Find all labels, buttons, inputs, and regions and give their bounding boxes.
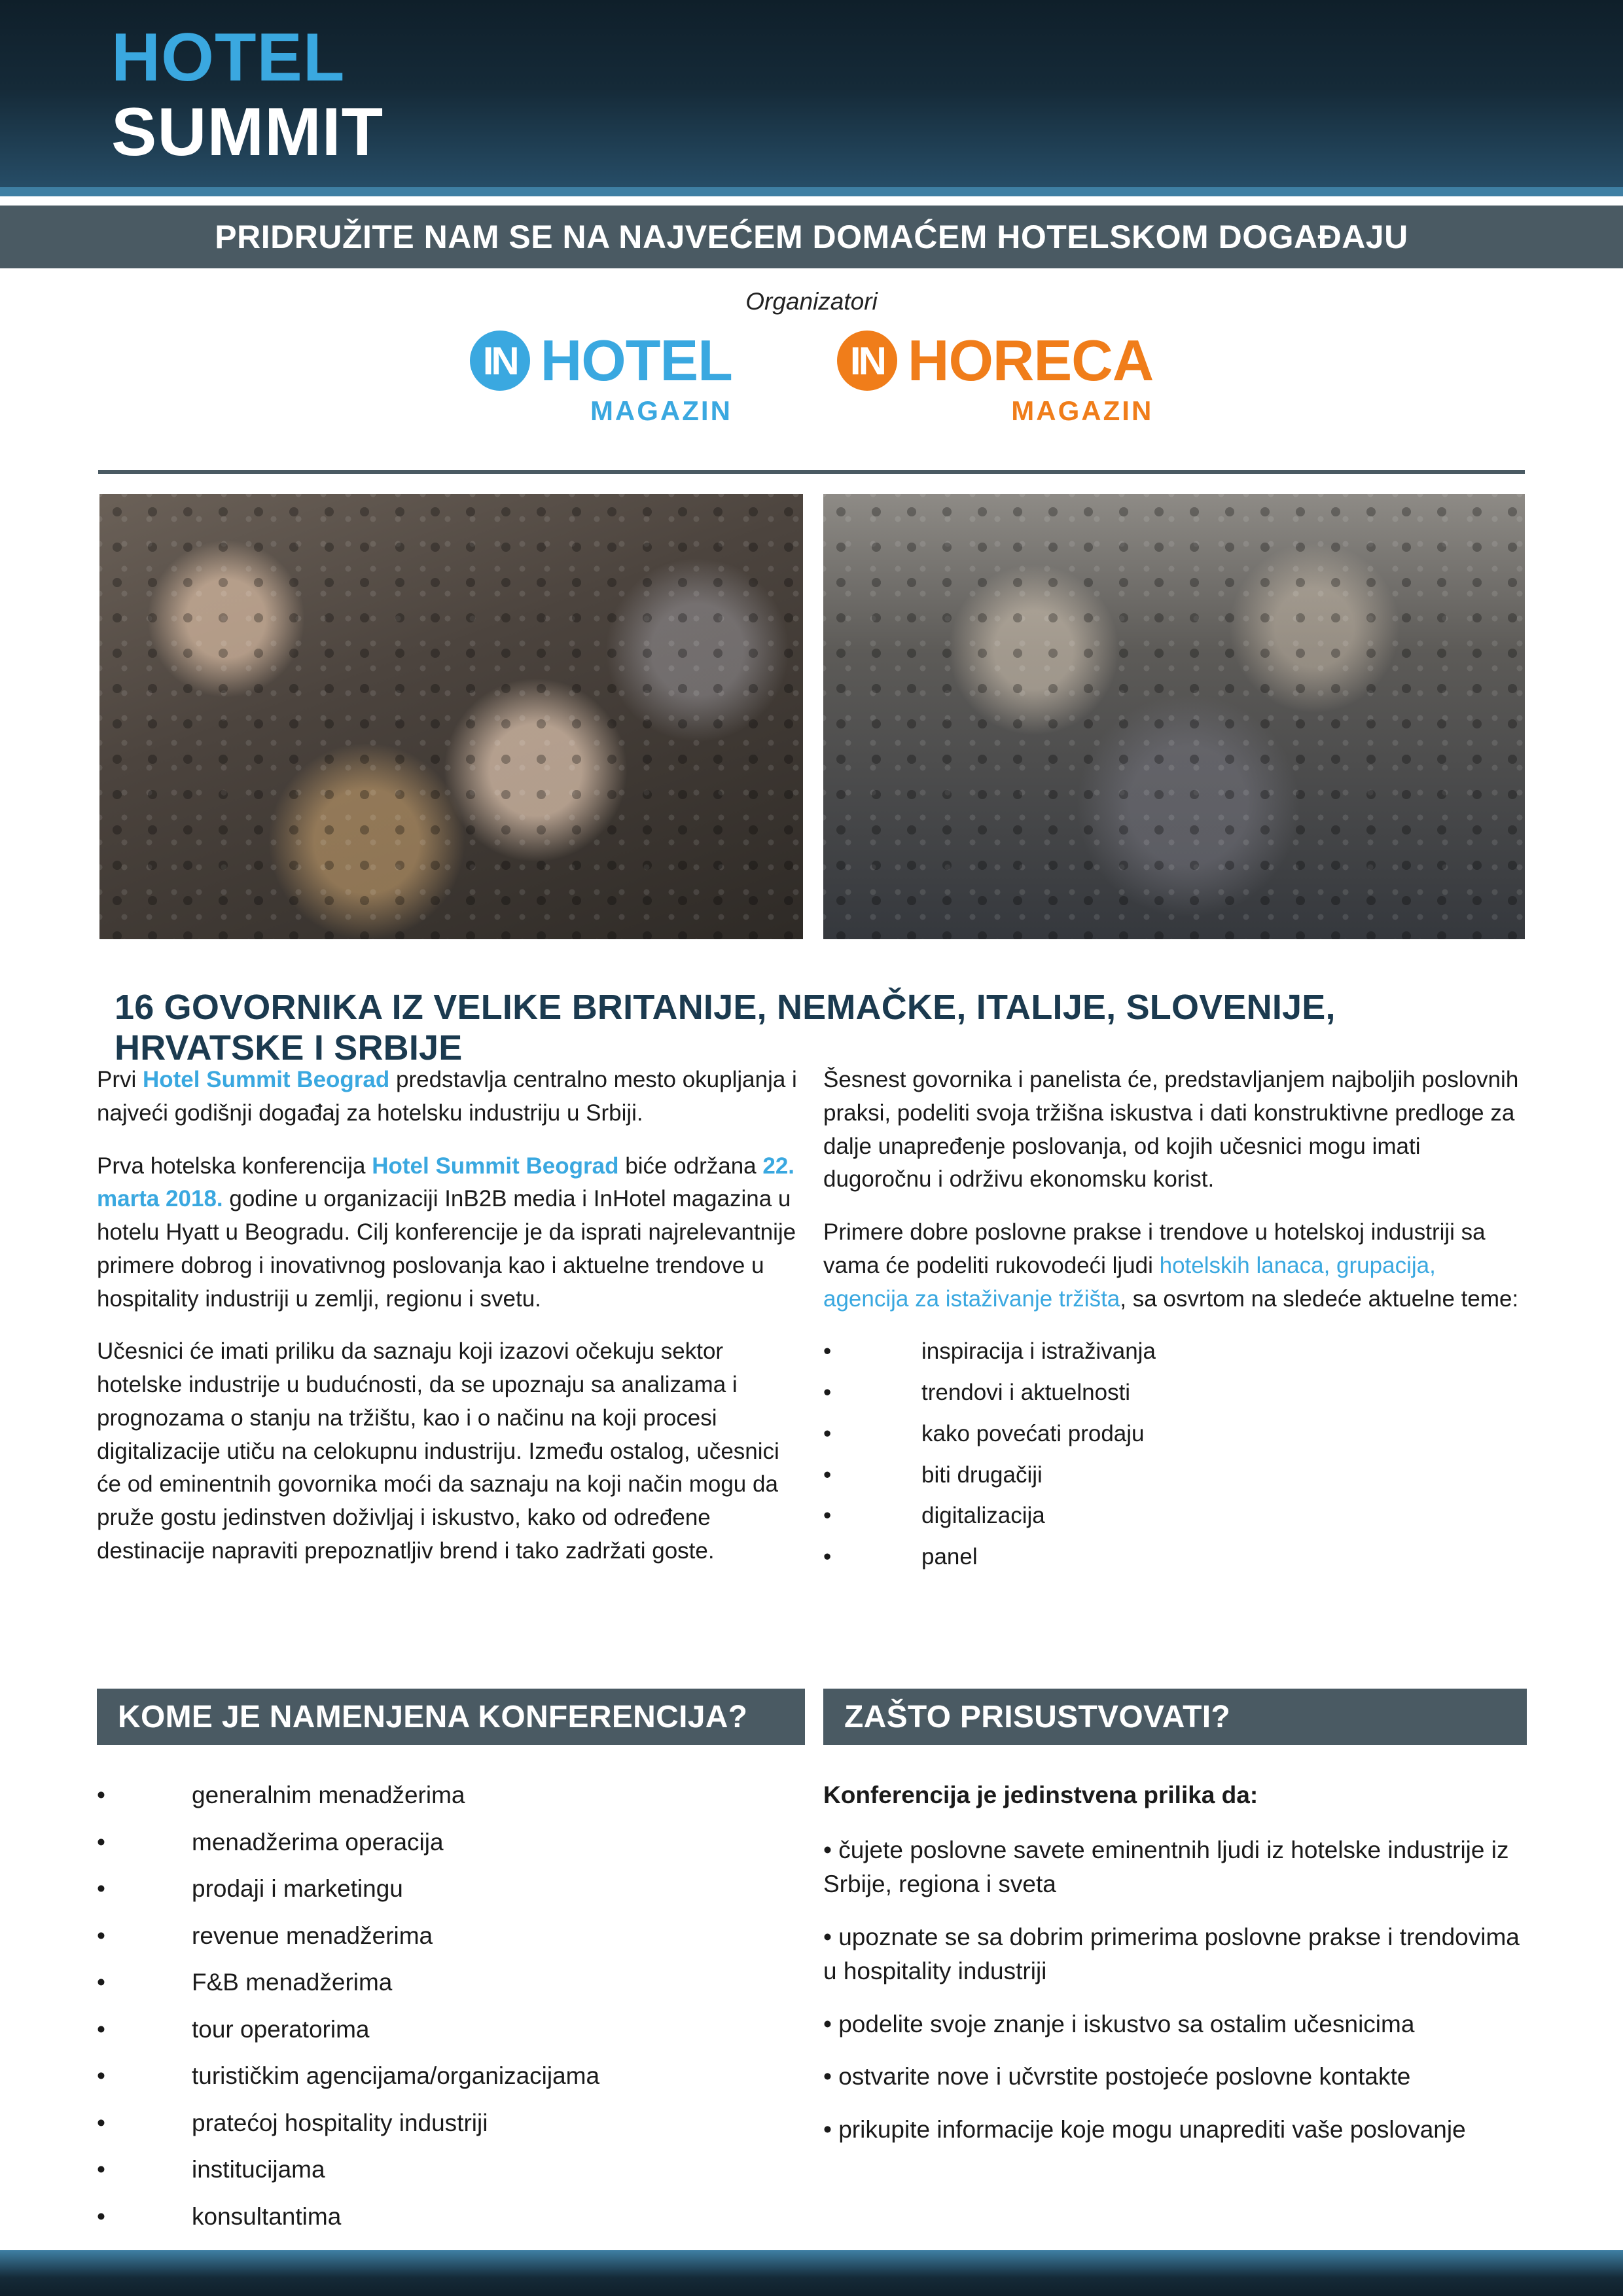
organizer-subtitle: MAGAZIN [590, 395, 732, 426]
list-item-label: inspiracija i istraživanja [921, 1338, 1156, 1365]
intro-left-column [97, 1064, 807, 1588]
bullet-icon: • [97, 1875, 105, 1902]
paragraph-speakers-2 [823, 1216, 1527, 1316]
organizer-name: HOTEL [540, 328, 732, 393]
why-intro-text: Konferencija je jedinstvena prilika da: [823, 1782, 1258, 1808]
header-subtitle-bar [0, 206, 1623, 268]
page-header [0, 0, 1623, 196]
section-title: KOME JE NAMENJENA KONFERENCIJA? [118, 1699, 748, 1734]
list-item-label: tour operatorima [192, 2015, 370, 2043]
text-fragment: biće održana [618, 1153, 763, 1179]
list-item-label: panel [921, 1544, 978, 1570]
bullet-icon: • [823, 1544, 832, 1570]
why-section-body [823, 1777, 1530, 2165]
bullet-icon: • [97, 2062, 105, 2089]
list-item-label: F&B menadžerima [192, 1969, 393, 1996]
section-title: ZAŠTO PRISUSTVOVATI? [844, 1699, 1231, 1734]
list-item [823, 1418, 1527, 1451]
bullet-icon: • [823, 1380, 832, 1405]
logo-summit-text: SUMMIT [111, 94, 384, 170]
list-item [97, 1918, 805, 1954]
audience-list [97, 1777, 805, 2234]
highlight-hotel-summit: Hotel Summit Beograd [372, 1153, 619, 1179]
list-item [823, 1499, 1527, 1533]
list-item [97, 1824, 805, 1861]
bullet-icon: • [97, 1969, 105, 1996]
list-item [823, 1335, 1527, 1369]
list-item [823, 1541, 1527, 1574]
list-item-label: konsultantima [192, 2202, 342, 2230]
highlight-companies: hotelskih lanaca, grupacija, agencija za istaživanje tržišta [823, 1252, 1436, 1312]
list-item: • prikupite informacije koje mogu unaprediti vaše poslovanje [823, 2115, 1466, 2143]
in-badge-icon: IN [837, 331, 897, 391]
list-item [97, 2011, 805, 2048]
paragraph-intro-1 [97, 1064, 807, 1130]
bullet-icon: • [97, 1828, 105, 1856]
list-item [97, 1777, 805, 1814]
organizer-name: HORECA [907, 328, 1154, 393]
organizer-inhoreca [837, 327, 1153, 427]
list-item-label: menadžerima operacija [192, 1828, 444, 1856]
bullet-icon: • [823, 1420, 832, 1446]
bullet-icon: • [823, 1462, 832, 1488]
bullet-icon: • [97, 1782, 105, 1808]
paragraph-speakers-1: Šesnest govornika i panelista će, predstavljanjem najboljih poslovnih praksi, podeliti svoja tržišna iskustva i dati konstruktivne predloge za dalje unapređenje poslovanja, od kojih učesnici mogu imati dugoročnu i održivu ekonomsku korist. [823, 1067, 1519, 1193]
conference-audience-photo [823, 494, 1525, 939]
header-subtitle-text: PRIDRUŽITE NAM SE NA NAJVEĆEM DOMAĆEM HOTELSKOM DOGAĐAJU [215, 219, 1408, 255]
list-item [97, 2151, 805, 2188]
header-divider [98, 470, 1525, 474]
paragraph-intro-2 [97, 1150, 807, 1316]
bullet-icon: • [97, 2156, 105, 2183]
list-item: • ostvarite nove i učvrstite postojeće poslovne kontakte [823, 2063, 1411, 2090]
page-title: 16 GOVORNIKA IZ VELIKE BRITANIJE, NEMAČKE, ITALIJE, SLOVENIJE, HRVATSKE I SRBIJE [115, 988, 1336, 1067]
paragraph-intro-3: Učesnici će imati priliku da saznaju koji izazovi očekuju sektor hotelske industrije u budućnosti, da se upoznaju sa analizama i prognozama o stanju na tržištu, kao i o načinu na koji procesi digitalizacije utiču na celokupnu industriju. Između ostalog, učesnici će od eminentnih govornika moći da saznaju na koji način mogu da pruže gostu jedinstven doživljaj i iskustvo, kako od određene destinacije napraviti prepoznatljiv brend i tako zadržati goste. [97, 1338, 779, 1564]
logo-hotel-text: HOTEL [111, 20, 346, 96]
list-item-label: prodaji i marketingu [192, 1875, 403, 1902]
intro-right-column [823, 1064, 1527, 1582]
highlight-hotel-summit: Hotel Summit Beograd [143, 1067, 390, 1092]
list-item-label: kako povećati prodaju [921, 1420, 1145, 1446]
list-item-label: trendovi i aktuelnosti [921, 1380, 1131, 1405]
bullet-icon: • [97, 1922, 105, 1949]
text-fragment: predstavlja centralno mesto okupljanja i najveći godišnji događaj za hotelsku industriju u Srbiji. [97, 1067, 797, 1126]
list-item: • podelite svoje znanje i iskustvo sa ostalim učesnicima [823, 2010, 1415, 2037]
in-badge-icon: IN [470, 331, 530, 391]
bullet-icon: • [97, 2202, 105, 2230]
topics-list [823, 1335, 1527, 1574]
list-item: • čujete poslovne savete eminentnih ljudi iz hotelske industrije iz Srbije, regiona i sveta [823, 1836, 1509, 1898]
list-item-label: biti drugačiji [921, 1462, 1043, 1488]
audience-section-body [97, 1777, 805, 2245]
page-footer [0, 2250, 1623, 2296]
list-item [97, 1871, 805, 1907]
text-fragment: , sa osvrtom na sledeće aktuelne teme: [1120, 1285, 1519, 1312]
list-item-label: turističkim agencijama/organizacijama [192, 2062, 600, 2089]
section-header-why [823, 1689, 1527, 1745]
text-fragment: godine u organizaciji InB2B media i InHotel magazina u hotelu Hyatt u Beogradu. Cilj konferencije je da isprati najrelevantnije primere dobrog i inovativnog poslovanja kao i aktuelne trendove u hospitality industriji u zemlji, regionu i svetu. [97, 1186, 796, 1312]
text-fragment: Prva hotelska konferencija [97, 1153, 372, 1179]
list-item [97, 2105, 805, 2142]
organizers-logos [0, 327, 1623, 427]
bullet-icon: • [97, 2015, 105, 2043]
list-item [97, 2198, 805, 2235]
list-item-label: revenue menadžerima [192, 1922, 433, 1949]
organizer-subtitle: MAGAZIN [1011, 395, 1154, 426]
text-fragment: Prvi [97, 1067, 143, 1092]
why-list [823, 1833, 1530, 2147]
organizer-inhotel [470, 327, 732, 427]
bullet-icon: • [823, 1338, 832, 1365]
list-item [97, 2058, 805, 2094]
list-item: • upoznate se sa dobrim primerima poslovne prakse i trendovima u hospitality industriji [823, 1923, 1520, 1985]
organizers-label: Organizatori [745, 288, 878, 315]
list-item-label: institucijama [192, 2156, 325, 2183]
list-item [823, 1459, 1527, 1492]
list-item [97, 1964, 805, 2001]
highlight-date: 22. marta 2018. [97, 1153, 795, 1212]
networking-crowd-photo [99, 494, 803, 939]
section-header-audience [97, 1689, 805, 1745]
bullet-icon: • [823, 1503, 832, 1529]
text-fragment: Primere dobre poslovne prakse i trendove u hotelskoj industriji sa vama će podeliti rukovodeći ljudi [823, 1219, 1486, 1278]
list-item-label: digitalizacija [921, 1503, 1045, 1529]
list-item [823, 1376, 1527, 1410]
bullet-icon: • [97, 2109, 105, 2136]
list-item-label: pratećoj hospitality industriji [192, 2109, 488, 2136]
list-item-label: generalnim menadžerima [192, 1782, 465, 1808]
